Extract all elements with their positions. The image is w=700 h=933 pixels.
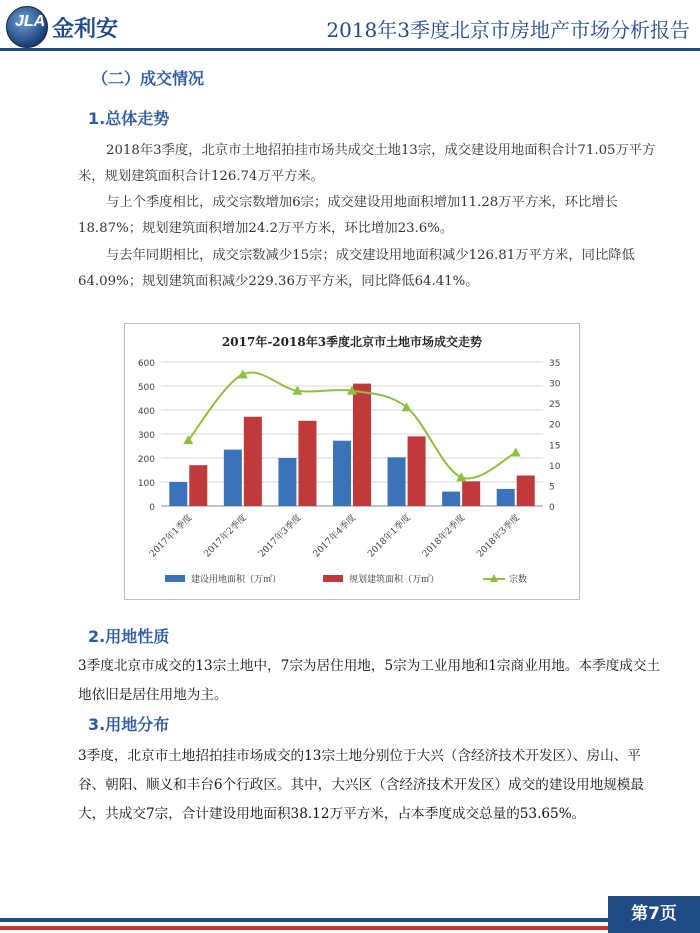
footer-line-red	[0, 926, 610, 930]
paragraph-qoq: 与上个季度相比，成交宗数增加6宗；成交建设用地面积增加11.28万平方米，环比增长18.87%；规划建筑面积增加24.2万平方米，环比增加23.6%。	[78, 195, 618, 236]
paragraph-overview: 2018年3季度，北京市土地招拍挂市场共成交土地13宗，成交建设用地面积合计71.05万平方米，规划建筑面积合计126.74万平方米。	[78, 143, 656, 184]
legend-swatch	[323, 575, 343, 582]
bar-land-area	[224, 450, 242, 506]
paragraph-land-use: 3季度北京市成交的13宗土地中，7宗为居住用地，5宗为工业用地和1宗商业用地。本季度成交土地依旧是居住用地为主。	[78, 658, 661, 703]
legend-swatch	[165, 575, 185, 582]
left-axis-tick-label: 600	[137, 359, 155, 369]
report-title: 2018年3季度北京市房地产市场分析报告	[326, 18, 690, 42]
x-axis-category-label: 2017年1季度	[147, 513, 195, 560]
x-axis-category-label: 2017年4季度	[311, 513, 359, 560]
bar-building-area	[462, 481, 480, 506]
bar-land-area	[333, 441, 351, 506]
chart-title: 2017年-2018年3季度北京市土地市场成交走势	[221, 335, 483, 349]
left-axis-tick-label: 200	[137, 455, 155, 465]
subheading-overall-trend: 1.总体走势	[88, 109, 170, 128]
right-axis-tick-label: 15	[549, 441, 561, 452]
bar-land-area	[278, 458, 296, 506]
legend-label: 规划建筑面积（万㎡）	[349, 575, 440, 585]
bar-land-area	[169, 482, 187, 506]
x-axis-category-label: 2017年2季度	[202, 513, 249, 560]
section-heading-transactions: （二）成交情况	[92, 69, 205, 88]
right-axis-tick-label: 0	[549, 503, 555, 513]
right-axis-tick-label: 25	[549, 400, 561, 411]
bar-building-area	[517, 476, 535, 506]
header-divider	[0, 48, 700, 51]
page-number: 第7页	[608, 896, 700, 933]
x-axis-category-label: 2018年3季度	[475, 513, 522, 560]
bar-land-area	[442, 492, 460, 506]
bar-building-area	[353, 384, 371, 506]
legend-label: 宗数	[509, 575, 528, 585]
right-axis-tick-label: 5	[549, 482, 555, 493]
legend-label: 建设用地面积（万㎡）	[191, 575, 282, 585]
bar-land-area	[388, 457, 406, 506]
subheading-land-distribution: 3.用地分布	[88, 715, 170, 734]
footer-line-blue	[0, 918, 610, 922]
footer-bar	[0, 912, 700, 933]
right-axis-tick-label: 10	[549, 461, 561, 472]
left-axis-tick-label: 500	[137, 383, 155, 393]
bar-building-area	[244, 417, 262, 506]
right-axis-tick-label: 20	[549, 420, 561, 431]
line-point-marker	[456, 472, 466, 481]
subheading-land-use: 2.用地性质	[88, 627, 170, 646]
x-axis-category-label: 2017年3季度	[257, 513, 304, 560]
paragraph-land-distribution: 3季度，北京市土地招拍挂市场成交的13宗土地分别位于大兴（含经济技术开发区）、房山、平谷、朝阳、顺义和丰台6个行政区。其中，大兴区（含经济技术开发区）成交的建设用地规模最大，共成交7宗，合计建设用地面积38.12万平方米，占本季度成交总量的53.65%。	[78, 748, 644, 822]
right-axis-tick-label: 35	[549, 359, 561, 369]
brand-name: 金利安	[52, 17, 119, 42]
left-axis-tick-label: 300	[137, 431, 155, 441]
logo-mark: JLA	[15, 13, 46, 30]
chart-svg	[125, 324, 579, 599]
bar-building-area	[408, 436, 426, 506]
company-logo	[6, 6, 48, 48]
bar-land-area	[497, 489, 515, 506]
bar-building-area	[298, 421, 316, 506]
x-axis-category-label: 2018年1季度	[366, 513, 413, 560]
left-axis-tick-label: 0	[149, 503, 155, 513]
line-point-marker	[511, 448, 521, 457]
paragraph-yoy: 与去年同期相比，成交宗数减少15宗；成交建设用地面积减少126.81万平方米，同比降低64.09%；规划建筑面积减少229.36万平方米，同比降低64.41%。	[78, 248, 635, 289]
left-axis-tick-label: 100	[137, 479, 155, 489]
land-transaction-chart	[124, 323, 580, 600]
left-axis-tick-label: 400	[137, 407, 155, 417]
bar-building-area	[189, 465, 207, 506]
right-axis-tick-label: 30	[549, 379, 561, 390]
x-axis-category-label: 2018年2季度	[420, 513, 468, 560]
page-header	[0, 0, 700, 50]
